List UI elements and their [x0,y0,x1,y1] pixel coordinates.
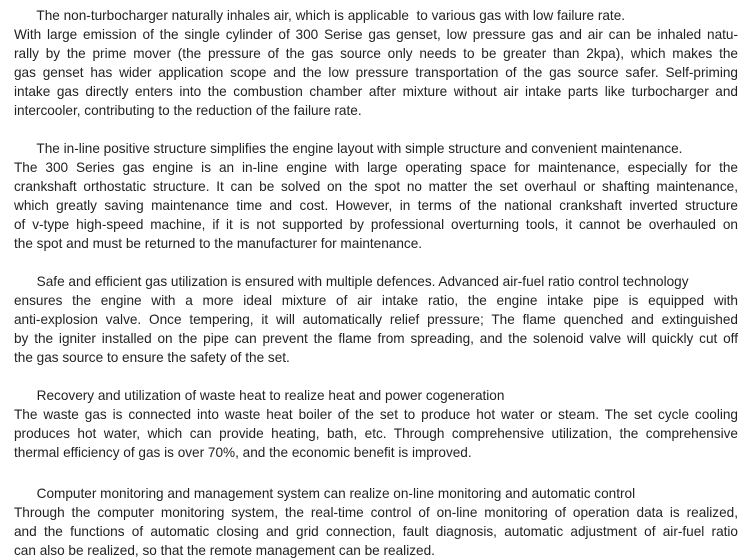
paragraph-waste-heat-recovery [14,386,738,462]
paragraph-line: which greatly saving maintenance time and cost. However, in terms of the national crankshaft inverted structure [14,198,738,213]
paragraph-line: crankshaft orthostatic structure. It can be solved on the spot no matter the set overhaul or shafting maintenance, [14,179,738,194]
paragraph-line: the spot and must be returned to the manufacturer for maintenance. [14,236,423,251]
paragraph-non-turbocharger [14,6,738,120]
paragraph-line: gas genset has wider application scope and the low pressure transportation of the gas source safer. Self-priming [14,65,738,80]
paragraph-line: intercooler, contributing to the reduction of the failure rate. [14,103,362,118]
paragraph-line: The non-turbocharger naturally inhales air, which is applicable to various gas with low failure rate. [14,8,626,23]
paragraph-line: Safe and efficient gas utilization is ensured with multiple defences. Advanced air-fuel ratio control technology [14,274,689,289]
paragraph-line: and the functions of automatic closing and grid connection, fault diagnosis, automatic adjustment of air-fuel ratio [14,524,738,539]
paragraph-safe-gas-utilization [14,272,738,367]
paragraph-heading: Recovery and utilization of waste heat to realize heat and power cogeneration [14,388,505,403]
paragraph-line: can also be realized, so that the remote management can be realized. [14,543,435,558]
paragraph-line: With large emission of the single cylinder of 300 Serise gas genset, low pressure gas and air can be inhaled natu- [14,27,738,42]
paragraph-line: Through the computer monitoring system, the real-time control of on-line monitoring of operation data is realized, [14,505,738,520]
paragraph-line: intake gas directly enters into the combustion chamber after mixture without air intake parts like turbocharger and [14,84,738,99]
paragraph-line: The in-line positive structure simplifies the engine layout with simple structure and convenient maintenance. [14,141,683,156]
paragraph-line: the gas source to ensure the safety of the set. [14,350,290,365]
paragraph-computer-monitoring [14,484,738,560]
document-body [14,6,738,560]
paragraph-line: thermal efficiency of gas is over 70%, and the economic benefit is improved. [14,445,472,460]
paragraph-line: ensures the engine with a more ideal mixture of air intake ratio, the engine intake pipe is equipped with [14,293,738,308]
paragraph-line: The waste gas is connected into waste heat boiler of the set to produce hot water or steam. The set cycle cooling [14,407,738,422]
paragraph-heading: Computer monitoring and management system can realize on-line monitoring and automatic control [14,486,636,501]
paragraph-line: produces hot water, which can provide heating, bath, etc. Through comprehensive utilization, the comprehensive [14,426,738,441]
paragraph-line: rally by the prime mover (the pressure of the gas source only needs to be greater than 2kpa), which makes the [14,46,738,61]
paragraph-in-line-structure [14,139,738,253]
paragraph-line: of v-type high-speed machine, if it is not supported by professional overturning tools, it cannot be overhauled on [14,217,738,232]
paragraph-line: The 300 Series gas engine is an in-line engine with large operating space for maintenance, especially for the [14,160,738,175]
paragraph-line: anti-explosion valve. Once tempering, it will automatically relief pressure; The flame quenched and extinguished [14,312,738,327]
paragraph-line: by the igniter installed on the pipe can prevent the flame from spreading, and the solenoid valve will quickly cut off [14,331,738,346]
